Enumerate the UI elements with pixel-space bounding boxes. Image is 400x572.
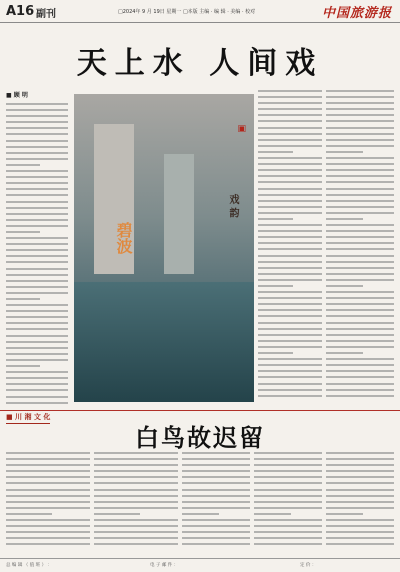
text-line — [254, 476, 322, 478]
text-line — [326, 309, 394, 311]
text-line — [6, 341, 68, 343]
text-line — [6, 464, 90, 466]
text-line — [258, 303, 322, 305]
text-line — [326, 261, 394, 263]
text-line — [258, 242, 322, 244]
text-line — [258, 114, 322, 116]
text-line — [6, 365, 40, 367]
masthead-logo: 中国旅游报 — [321, 6, 392, 21]
text-line — [326, 102, 394, 104]
text-line — [258, 315, 322, 317]
text-line — [326, 139, 394, 141]
text-line — [258, 376, 322, 378]
text-line — [258, 328, 322, 330]
text-line — [182, 513, 219, 515]
text-line — [258, 279, 322, 281]
text-line — [326, 352, 363, 354]
text-lines — [254, 452, 322, 545]
text-line — [326, 169, 394, 171]
story2-column — [326, 452, 394, 554]
text-line — [326, 96, 394, 98]
text-line — [326, 108, 394, 110]
text-line — [326, 525, 394, 527]
text-line — [258, 340, 322, 342]
text-line — [6, 501, 90, 503]
text-line — [258, 273, 322, 275]
text-line — [258, 151, 293, 153]
text-line — [182, 501, 250, 503]
text-line — [326, 464, 394, 466]
text-line — [6, 458, 90, 460]
text-line — [6, 268, 68, 270]
text-line — [326, 340, 394, 342]
text-line — [6, 353, 68, 355]
text-line — [254, 495, 322, 497]
photo-building — [164, 154, 194, 274]
text-line — [258, 108, 322, 110]
text-line — [258, 236, 322, 238]
text-line — [94, 464, 178, 466]
text-line — [6, 109, 68, 111]
text-line — [326, 322, 394, 324]
section-name: 副刊 — [36, 9, 56, 20]
text-line — [258, 218, 293, 220]
story2-kicker: ■ 川 湘 文 化 — [6, 412, 50, 424]
text-line — [6, 371, 68, 373]
text-line — [326, 236, 394, 238]
text-line — [254, 537, 322, 539]
text-line — [326, 242, 394, 244]
story2-column — [254, 452, 322, 554]
text-line — [326, 364, 394, 366]
text-line — [326, 501, 394, 503]
text-line — [6, 482, 90, 484]
text-line — [6, 237, 68, 239]
text-line — [326, 358, 394, 360]
photo-water — [74, 282, 254, 402]
text-lines — [258, 90, 322, 397]
dateline: □2024年 9 月 19日 星期一 □本版 主编 · 编 辑 · 美编 · 校对 — [118, 9, 256, 15]
text-line — [326, 200, 394, 202]
text-line — [326, 151, 363, 153]
text-line — [6, 261, 68, 263]
text-line — [6, 470, 90, 472]
text-line — [258, 96, 322, 98]
text-line — [258, 309, 322, 311]
text-line — [326, 476, 394, 478]
text-lines — [6, 452, 90, 545]
text-line — [6, 280, 68, 282]
text-line — [182, 452, 250, 454]
text-lines — [326, 452, 394, 545]
text-line — [258, 358, 322, 360]
text-line — [94, 507, 178, 509]
text-line — [326, 297, 394, 299]
text-line — [326, 395, 394, 397]
text-line — [326, 495, 394, 497]
text-line — [182, 464, 250, 466]
text-line — [182, 543, 250, 545]
footer-right: 定 价 ： — [300, 563, 317, 568]
text-line — [6, 146, 68, 148]
text-line — [6, 152, 68, 154]
text-line — [258, 291, 322, 293]
text-line — [182, 470, 250, 472]
text-line — [258, 206, 322, 208]
text-line — [326, 127, 394, 129]
text-line — [326, 334, 394, 336]
text-line — [258, 224, 322, 226]
text-line — [6, 213, 68, 215]
text-line — [254, 464, 322, 466]
text-line — [258, 248, 322, 250]
text-line — [6, 133, 68, 135]
feature-headline: 天上水 人间戏 — [76, 46, 324, 81]
text-lines — [326, 90, 394, 397]
text-line — [258, 285, 293, 287]
text-line — [258, 120, 322, 122]
text-line — [6, 537, 90, 539]
text-line — [6, 164, 40, 166]
text-line — [326, 224, 394, 226]
text-line — [94, 537, 178, 539]
text-line — [258, 157, 322, 159]
text-line — [6, 219, 68, 221]
text-line — [258, 352, 293, 354]
text-line — [94, 452, 178, 454]
text-line — [94, 543, 178, 545]
text-line — [6, 383, 68, 385]
text-line — [6, 489, 90, 491]
text-line — [6, 103, 68, 105]
text-line — [326, 389, 394, 391]
text-line — [6, 182, 68, 184]
text-line — [6, 158, 68, 160]
story2-column — [6, 452, 90, 554]
text-line — [258, 90, 322, 92]
text-line — [258, 102, 322, 104]
text-line — [326, 90, 394, 92]
section-divider — [0, 410, 400, 411]
text-line — [254, 519, 322, 521]
text-line — [6, 207, 68, 209]
text-line — [94, 501, 178, 503]
text-line — [6, 225, 68, 227]
story2-column — [182, 452, 250, 554]
text-line — [326, 507, 394, 509]
text-line — [254, 489, 322, 491]
text-line — [326, 519, 394, 521]
text-line — [254, 507, 322, 509]
text-line — [326, 513, 363, 515]
text-line — [6, 316, 68, 318]
text-line — [326, 482, 394, 484]
text-line — [258, 346, 322, 348]
text-line — [258, 181, 322, 183]
text-line — [182, 537, 250, 539]
text-line — [258, 200, 322, 202]
text-line — [6, 513, 52, 515]
text-line — [6, 519, 90, 521]
feature-column-right — [326, 90, 394, 406]
text-lines — [94, 452, 178, 545]
text-line — [6, 243, 68, 245]
text-line — [326, 285, 363, 287]
text-line — [254, 470, 322, 472]
text-line — [326, 370, 394, 372]
text-line — [6, 347, 68, 349]
text-line — [6, 170, 68, 172]
text-line — [258, 188, 322, 190]
text-line — [182, 489, 250, 491]
feature-column-left — [6, 90, 68, 406]
photo-vertical-title: 碧波 — [114, 222, 133, 254]
text-line — [258, 255, 322, 257]
text-line — [6, 298, 40, 300]
text-line — [326, 458, 394, 460]
text-line — [326, 188, 394, 190]
text-line — [6, 452, 90, 454]
text-line — [6, 396, 68, 398]
story2-column — [94, 452, 178, 554]
text-line — [6, 286, 68, 288]
text-line — [258, 139, 322, 141]
text-line — [6, 525, 90, 527]
photo-mark: ▣ — [237, 124, 246, 134]
text-line — [258, 261, 322, 263]
text-line — [6, 274, 68, 276]
text-line — [182, 507, 250, 509]
text-line — [326, 531, 394, 533]
text-line — [326, 279, 394, 281]
text-line — [6, 335, 68, 337]
feature-photo — [74, 94, 254, 402]
text-line — [182, 458, 250, 460]
text-line — [326, 212, 394, 214]
text-line — [258, 133, 322, 135]
text-line — [326, 273, 394, 275]
text-line — [254, 452, 322, 454]
text-line — [326, 133, 394, 135]
text-line — [326, 175, 394, 177]
text-line — [182, 476, 250, 478]
text-line — [6, 531, 90, 533]
text-line — [258, 169, 322, 171]
text-line — [258, 163, 322, 165]
text-line — [326, 328, 394, 330]
text-line — [182, 495, 250, 497]
text-line — [326, 206, 394, 208]
text-line — [6, 476, 90, 478]
text-line — [326, 376, 394, 378]
text-line — [326, 255, 394, 257]
text-line — [258, 212, 322, 214]
text-line — [6, 140, 68, 142]
text-line — [6, 304, 68, 306]
text-line — [326, 452, 394, 454]
text-line — [182, 525, 250, 527]
text-line — [254, 482, 322, 484]
text-line — [6, 402, 68, 404]
text-line — [182, 531, 250, 533]
text-line — [6, 389, 68, 391]
text-lines — [182, 452, 250, 545]
text-line — [258, 127, 322, 129]
text-line — [6, 176, 68, 178]
text-line — [258, 322, 322, 324]
feature-column-mid — [258, 90, 322, 406]
text-line — [94, 525, 178, 527]
text-line — [326, 248, 394, 250]
text-lines — [6, 103, 68, 406]
text-line — [6, 359, 68, 361]
text-line — [258, 297, 322, 299]
text-line — [6, 377, 68, 379]
text-line — [6, 310, 68, 312]
text-line — [6, 115, 68, 117]
footer-left: 总 编 辑 （ 值 班 ） ： — [6, 563, 53, 568]
text-line — [182, 519, 250, 521]
text-line — [6, 194, 68, 196]
text-line — [326, 230, 394, 232]
text-line — [326, 145, 394, 147]
text-line — [258, 370, 322, 372]
feature-byline: ■ 顾 明 — [6, 92, 28, 99]
text-line — [326, 194, 394, 196]
text-line — [94, 519, 178, 521]
text-line — [254, 513, 291, 515]
text-line — [6, 322, 68, 324]
text-line — [258, 230, 322, 232]
text-line — [258, 194, 322, 196]
text-line — [326, 218, 363, 220]
text-line — [6, 255, 68, 257]
text-line — [94, 531, 178, 533]
text-line — [326, 303, 394, 305]
text-line — [258, 364, 322, 366]
text-line — [326, 537, 394, 539]
text-line — [94, 458, 178, 460]
text-line — [258, 267, 322, 269]
text-line — [94, 495, 178, 497]
text-line — [94, 489, 178, 491]
page-footer — [0, 558, 400, 571]
text-line — [94, 476, 178, 478]
text-line — [258, 145, 322, 147]
text-line — [6, 231, 40, 233]
text-line — [254, 458, 322, 460]
text-line — [254, 543, 322, 545]
text-line — [6, 121, 68, 123]
text-line — [94, 513, 140, 515]
text-line — [254, 531, 322, 533]
text-line — [326, 291, 394, 293]
text-line — [326, 163, 394, 165]
text-line — [6, 507, 90, 509]
text-line — [94, 482, 178, 484]
text-line — [6, 292, 68, 294]
text-line — [326, 120, 394, 122]
text-line — [6, 543, 90, 545]
footer-center: 电 子 邮 件 ： — [150, 563, 179, 568]
text-line — [258, 383, 322, 385]
text-line — [6, 249, 68, 251]
text-line — [258, 334, 322, 336]
text-line — [254, 501, 322, 503]
text-line — [94, 470, 178, 472]
text-line — [326, 267, 394, 269]
text-line — [6, 495, 90, 497]
text-line — [254, 525, 322, 527]
text-line — [6, 188, 68, 190]
text-line — [326, 543, 394, 545]
story2-headline: 白鸟故迟留 — [135, 423, 265, 452]
text-line — [258, 389, 322, 391]
text-line — [6, 127, 68, 129]
text-line — [6, 201, 68, 203]
page-number: A16 — [6, 4, 35, 19]
text-line — [326, 181, 394, 183]
photo-signature: 戏 韵 — [227, 194, 238, 218]
text-line — [326, 489, 394, 491]
text-line — [258, 175, 322, 177]
text-line — [258, 395, 322, 397]
page-header — [0, 0, 400, 23]
text-line — [326, 383, 394, 385]
text-line — [326, 315, 394, 317]
text-line — [182, 482, 250, 484]
text-line — [326, 346, 394, 348]
text-line — [326, 114, 394, 116]
text-line — [326, 470, 394, 472]
text-line — [6, 328, 68, 330]
text-line — [326, 157, 394, 159]
